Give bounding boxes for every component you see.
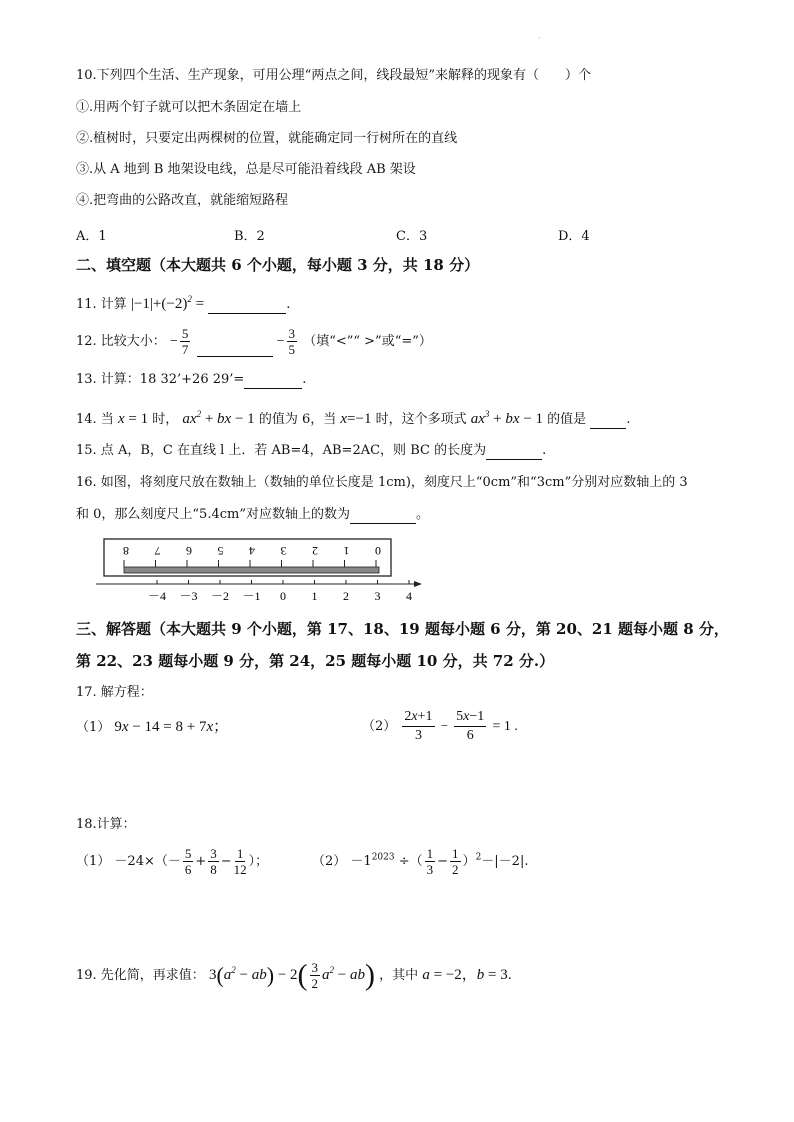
q10-option-d: D．4 [558, 229, 590, 244]
q17-part-2-label: （2） [362, 719, 397, 734]
axis-label: 1 [311, 589, 318, 603]
ruler-number-line-figure [90, 536, 430, 608]
ruler-strip [124, 567, 379, 573]
ruler-label: 1 [343, 544, 350, 558]
q10-item-4: ④.把弯曲的公路改直，就能缩短路程 [76, 193, 289, 208]
axis-arrow [414, 581, 422, 587]
q19-mid: ，其中 [379, 967, 419, 983]
ruler-label: 4 [249, 544, 255, 558]
q16-line-1: 16. 如图，将刻度尺放在数轴上（数轴的单位长度是 1cm)，刻度尺上“0cm”和“3cm”分别对应数轴上的 3 [76, 475, 688, 490]
q12-fraction-b: $\frac{3}{5}$ [288, 326, 296, 357]
section-2-heading: 二、填空题（本大题共 6 个小题，每小题 3 分，共 18 分） [76, 256, 480, 274]
q14-condition-1: x = 1 [117, 411, 149, 427]
axis-label: 2 [343, 589, 349, 603]
axis-label: －1 [242, 589, 261, 603]
q13-suffix: . [302, 372, 307, 387]
q11-suffix: . [286, 297, 291, 312]
q11 [76, 290, 290, 314]
q18-title: 18.计算： [76, 817, 136, 832]
q19-expression: $3(a^2 - ab) - 2$( $\frac{3}{2}$ $a^2 - ab$) [208, 958, 376, 992]
q14-condition-2: x=−1 [340, 411, 372, 427]
q14 [76, 405, 630, 429]
q18-part-2-label: （2） [312, 854, 347, 869]
q19-values: a = −2，b = 3 [422, 966, 508, 983]
q10-item-1: ①.用两个钉子就可以把木条固定在墙上 [76, 100, 302, 115]
q18-expression-1: －24×（－ $\frac{5}{6}$ + $\frac{3}{8}$ − $\frac{1}{12}$ ）； [114, 846, 269, 877]
q15-answer-blank[interactable] [486, 445, 542, 460]
q14-mid-4: 的值是 [547, 412, 587, 427]
q13 [76, 371, 306, 389]
q17-part-1-label: （1） [76, 720, 111, 735]
q10-item-3: ③.从 A 地到 B 地架设电线，总是尽可能沿着线段 AB 架设 [76, 162, 416, 177]
q15-text: 15. 点 A，B，C 在直线 l 上．若 AB=4，AB=2AC，则 BC 的长度为 [76, 443, 487, 458]
q19 [76, 960, 512, 991]
q18-expression-2: $-1^{2023}$ ÷（ $\frac{1}{3}$ − $\frac{1}{2}$ ）$^2$－|－2|. [350, 846, 529, 877]
q18-part-2 [312, 846, 528, 877]
q19-suffix: . [507, 967, 512, 983]
axis-label: －3 [179, 589, 198, 603]
q15 [76, 442, 546, 460]
ruler-label: 2 [312, 544, 318, 558]
q14-mid-1: 时， [152, 412, 179, 427]
q17-fraction-1: $\frac{2x+1}{3}$ [404, 709, 433, 743]
q19-prefix: 19. 先化简，再求值： [76, 967, 205, 983]
q12-answer-blank[interactable] [197, 342, 273, 357]
section-3-heading-line-2: 第 22、23 题每小题 9 分，第 24，25 题每小题 10 分，共 72 分.） [76, 652, 555, 670]
q11-prefix: 11. 计算 [76, 297, 127, 312]
q14-suffix: . [626, 412, 631, 427]
q14-mid-2: 的值为 6，当 [258, 412, 337, 427]
q14-polynomial-1: $ax^2$ + bx − 1 [182, 409, 255, 427]
q16-text: 和 0，那么刻度尺上“5.4cm”对应数轴上的数为 [76, 507, 350, 522]
ruler-label: 0 [375, 544, 381, 558]
page-mark: · [538, 34, 541, 43]
q15-suffix: . [542, 443, 547, 458]
section-3-heading-line-1: 三、解答题（本大题共 9 个小题，第 17、18、19 题每小题 6 分，第 20、21 题每小题 8 分， [76, 620, 729, 638]
ruler-label: 7 [154, 544, 161, 558]
q11-answer-blank[interactable] [208, 299, 286, 314]
q14-answer-blank[interactable] [590, 414, 626, 429]
ruler-label: 8 [123, 544, 129, 558]
q17-equation-1: 9x − 14 = 8 + 7x； [114, 719, 229, 735]
q10-item-2: ②.植树时，只要定出两棵树的位置，就能确定同一行树所在的直线 [76, 131, 458, 146]
q18-part-1-label: （1） [76, 854, 111, 869]
ruler-label: 3 [280, 544, 287, 558]
q13-text: 13. 计算：18 32’+26 29’= [76, 372, 245, 387]
q14-prefix: 14. 当 [76, 412, 114, 427]
q14-mid-3: 时，这个多项式 [375, 412, 467, 427]
q17-title: 17. 解方程： [76, 685, 153, 700]
axis-label: 3 [374, 589, 381, 603]
ruler-label: 5 [217, 544, 224, 558]
q12-suffix: （填“<”“ >”或“=”） [303, 334, 432, 349]
q12: 12. 比较大小： − $\frac{5}{7}$ − $\frac{3}{5}$ （填“<”“ >”或“=”） [76, 326, 432, 357]
q12-prefix: 12. 比较大小： [76, 334, 166, 349]
q10-option-b: B．2 [234, 229, 265, 244]
q17-part-1 [76, 718, 228, 737]
ruler-label: 6 [186, 544, 192, 558]
q14-polynomial-2: $ax^3$ + bx − 1 [470, 409, 544, 427]
q12-fraction-a: $\frac{5}{7}$ [181, 326, 189, 357]
q10-option-c: C．3 [396, 229, 428, 244]
q16-line-2 [76, 506, 429, 524]
axis-label: －2 [210, 589, 230, 603]
q10-option-a: A．1 [76, 229, 107, 244]
axis-label: －4 [147, 589, 167, 603]
q17-part-2: （2） $\frac{2x+1}{3}$ − $\frac{5x-1}{6}$ = 1 . [362, 709, 518, 743]
axis-label: 0 [280, 589, 286, 603]
axis-label: 4 [406, 589, 412, 603]
q17-fraction-2: $\frac{5x-1}{6}$ [456, 709, 485, 743]
q11-expression: $|-1|+(-2)^2$ = [130, 294, 205, 312]
q16-suffix: 。 [415, 507, 429, 522]
q10-stem: 10.下列四个生活、生产现象，可用公理“两点之间，线段最短”来解释的现象有（ ）个 [76, 68, 591, 83]
q13-answer-blank[interactable] [244, 374, 302, 389]
q18-part-1 [76, 846, 268, 877]
q16-answer-blank[interactable] [350, 509, 416, 524]
